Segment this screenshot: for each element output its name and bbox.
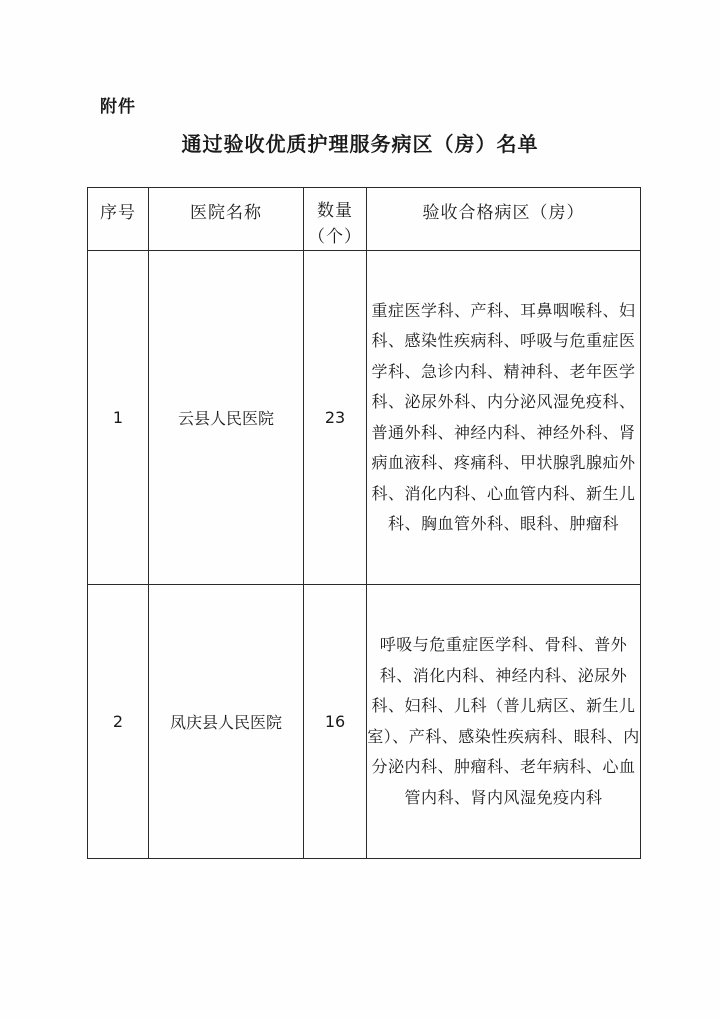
header-hospital: 医院名称 (149, 188, 304, 251)
document-title: 通过验收优质护理服务病区（房）名单 (181, 132, 539, 156)
header-index: 序号 (88, 188, 149, 251)
table-row (88, 251, 641, 585)
header-wards: 验收合格病区（房） (367, 188, 641, 251)
table-row (88, 585, 641, 859)
row-wards: 呼吸与危重症医学科、骨科、普外科、消化内科、神经内科、泌尿外科、妇科、儿科（普儿病区、新生儿室）、产科、感染性疾病科、眼科、内分泌内科、肿瘤科、老年病科、心血管内科、肾内风湿免疫内科 (367, 585, 641, 859)
row-wards: 重症医学科、产科、耳鼻咽喉科、妇科、感染性疾病科、呼吸与危重症医学科、急诊内科、精神科、老年医学科、泌尿外科、内分泌风湿免疫科、普通外科、神经内科、神经外科、肾病血液科、疼痛科、甲状腺乳腺疝外科、消化内科、心血管内科、新生儿科、胸血管外科、眼科、肿瘤科 (367, 251, 641, 585)
row-hospital: 云县人民医院 (149, 251, 304, 585)
header-count-line2: （个） (308, 227, 362, 247)
ward-roster-table (87, 187, 641, 859)
row-hospital: 凤庆县人民医院 (149, 585, 304, 859)
row-index: 1 (88, 251, 149, 585)
row-index: 2 (88, 585, 149, 859)
row-count: 16 (304, 585, 367, 859)
header-count-line1: 数量 (317, 201, 353, 221)
header-count (304, 188, 367, 251)
row-count: 23 (304, 251, 367, 585)
table-header-row (88, 188, 641, 251)
attachment-label: 附件 (100, 97, 136, 117)
